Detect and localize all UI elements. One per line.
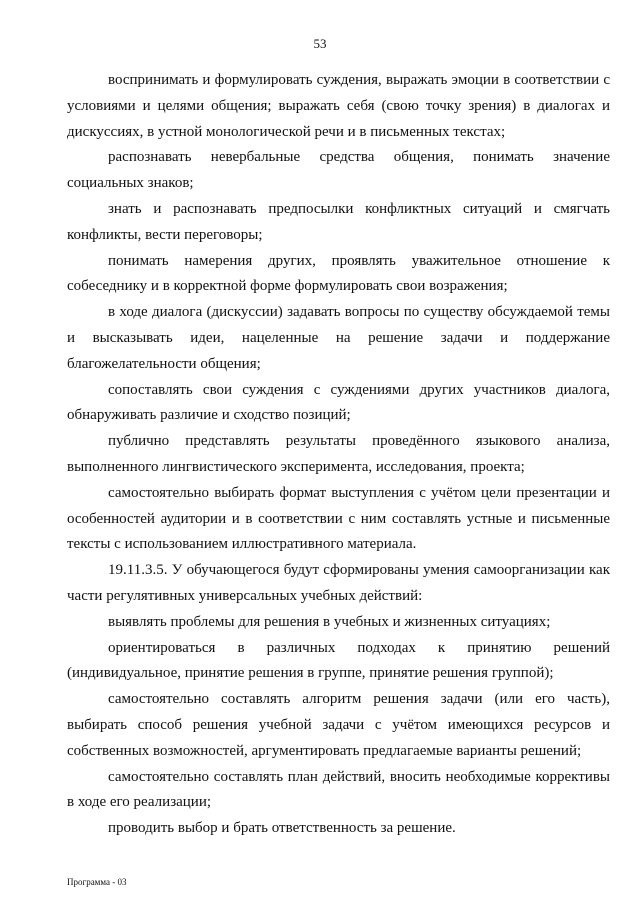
- paragraph-14: проводить выбор и брать ответственность за решение.: [108, 820, 456, 837]
- paragraph-10: выявлять проблемы для решения в учебных и жизненных ситуациях;: [108, 613, 551, 630]
- paragraph-2: распознавать невербальные средства общения, понимать значение социальных знаков;: [67, 149, 610, 192]
- paragraph-12: самостоятельно составлять алгоритм решения задачи (или его часть), выбирать способ решения учебной задачи с учётом имеющихся ресурсов и собственных возможностей, аргументировать предлагаемые варианты решений;: [67, 691, 610, 759]
- paragraph-7: публично представлять результаты проведённого языкового анализа, выполненного лингвистического эксперимента, исследования, проекта;: [67, 433, 610, 475]
- paragraph-8: самостоятельно выбирать формат выступления с учётом цели презентации и особенностей аудитории и в соответствии с ним составлять устные и письменные тексты с использованием иллюстративного материала.: [67, 484, 610, 553]
- paragraph-5: в ходе диалога (дискуссии) задавать вопросы по существу обсуждаемой темы и высказывать идеи, нацеленные на решение задачи и поддержание благожелательности общения;: [67, 304, 610, 372]
- paragraph-13: самостоятельно составлять план действий, вносить необходимые коррективы в ходе его реализации;: [67, 768, 610, 811]
- paragraph-6: сопоставлять свои суждения с суждениями других участников диалога, обнаруживать различие и сходство позиций;: [67, 381, 610, 424]
- section-heading-paragraph: 19.11.3.5. У обучающегося будут сформированы умения самоорганизации как части регулятивных универсальных учебных действий:: [67, 562, 610, 604]
- paragraph-11: ориентироваться в различных подходах к принятию решений (индивидуальное, принятие решения в группе, принятие решения группой);: [67, 639, 610, 682]
- paragraph-4: понимать намерения других, проявлять уважительное отношение к собеседнику и в корректной форме формулировать свои возражения;: [67, 252, 610, 295]
- page-footer: Программа - 03: [67, 877, 127, 887]
- page-number: 53: [313, 36, 327, 51]
- document-body: [67, 68, 610, 842]
- paragraph-3: знать и распознавать предпосылки конфликтных ситуаций и смягчать конфликты, вести переговоры;: [67, 200, 610, 243]
- paragraph-1: воспринимать и формулировать суждения, выражать эмоции в соответствии с условиями и целями общения; выражать себя (свою точку зрения) в диалогах и дискуссиях, в устной монологической речи и в письменных текстах;: [67, 72, 610, 140]
